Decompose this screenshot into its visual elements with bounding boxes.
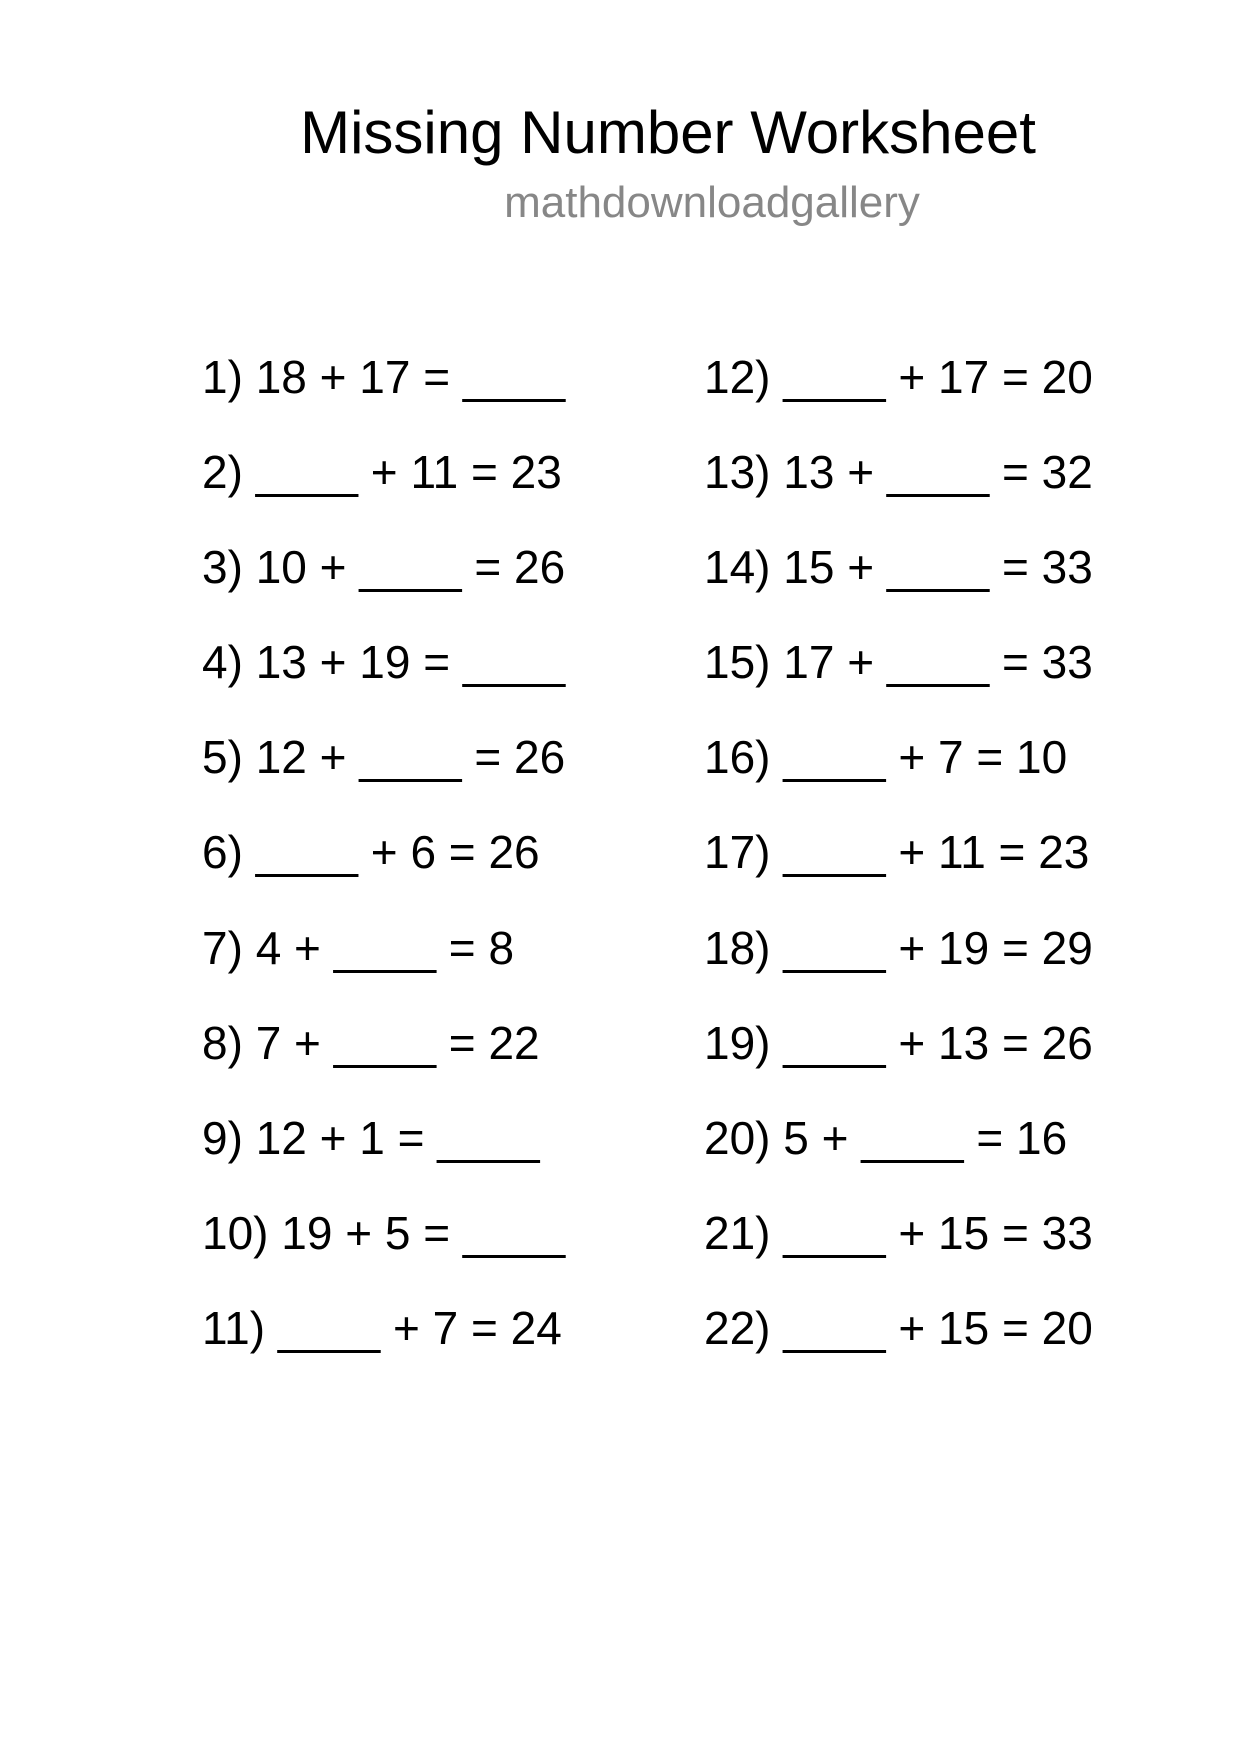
- problem-equation: 13 + 19 = ____: [255, 636, 566, 688]
- problem-equation: 5 + ____ = 16: [783, 1112, 1068, 1164]
- problem-number: 5): [202, 731, 243, 783]
- problem-item: [704, 730, 1067, 784]
- problem-item: [704, 1111, 1067, 1165]
- problem-equation: ____ + 19 = 29: [783, 922, 1093, 974]
- problem-number: 4): [202, 636, 243, 688]
- problem-number: 2): [202, 446, 243, 498]
- problem-number: 1): [202, 351, 243, 403]
- problem-number: 15): [704, 636, 771, 688]
- problem-equation: 19 + 5 = ____: [281, 1207, 566, 1259]
- problem-item: [202, 1111, 540, 1165]
- problem-number: 21): [704, 1207, 771, 1259]
- problem-number: 3): [202, 541, 243, 593]
- problem-equation: ____ + 6 = 26: [255, 826, 540, 878]
- problem-item: [202, 635, 565, 689]
- problem-item: [704, 350, 1093, 404]
- problem-number: 20): [704, 1112, 771, 1164]
- problem-item: [202, 825, 540, 879]
- problem-equation: ____ + 11 = 23: [783, 826, 1090, 878]
- worksheet-title: Missing Number Worksheet: [300, 99, 1036, 166]
- problem-item: [704, 825, 1089, 879]
- problem-item: [704, 635, 1093, 689]
- problem-item: [704, 445, 1093, 499]
- problem-equation: ____ + 17 = 20: [783, 351, 1093, 403]
- problem-item: [704, 921, 1093, 975]
- problem-equation: 17 + ____ = 33: [783, 636, 1093, 688]
- problem-equation: 12 + 1 = ____: [255, 1112, 540, 1164]
- problem-number: 8): [202, 1017, 243, 1069]
- problem-number: 9): [202, 1112, 243, 1164]
- problem-equation: 10 + ____ = 26: [255, 541, 566, 593]
- problem-number: 19): [704, 1017, 771, 1069]
- problem-number: 22): [704, 1302, 771, 1354]
- problem-item: [202, 350, 565, 404]
- problem-number: 18): [704, 922, 771, 974]
- problem-number: 12): [704, 351, 771, 403]
- problem-number: 16): [704, 731, 771, 783]
- problem-item: [704, 540, 1093, 594]
- problem-item: [704, 1016, 1093, 1070]
- problem-equation: 7 + ____ = 22: [255, 1017, 540, 1069]
- problem-equation: 4 + ____ = 8: [255, 922, 515, 974]
- problem-item: [704, 1301, 1093, 1355]
- problem-equation: 13 + ____ = 32: [783, 446, 1093, 498]
- problem-number: 17): [704, 826, 771, 878]
- problem-item: [202, 1016, 540, 1070]
- problem-item: [202, 730, 565, 784]
- problem-item: [704, 1206, 1093, 1260]
- problem-number: 11): [202, 1302, 266, 1354]
- problem-equation: ____ + 11 = 23: [255, 446, 562, 498]
- worksheet-subtitle: mathdownloadgallery: [504, 178, 920, 227]
- problem-number: 7): [202, 922, 243, 974]
- problem-equation: ____ + 13 = 26: [783, 1017, 1093, 1069]
- problem-equation: ____ + 7 = 10: [783, 731, 1068, 783]
- problem-number: 6): [202, 826, 243, 878]
- problem-equation: ____ + 15 = 20: [783, 1302, 1093, 1354]
- problem-number: 14): [704, 541, 771, 593]
- problem-equation: 15 + ____ = 33: [783, 541, 1093, 593]
- problem-equation: 18 + 17 = ____: [255, 351, 566, 403]
- problem-item: [202, 1301, 562, 1355]
- problem-number: 10): [202, 1207, 269, 1259]
- problem-equation: ____ + 15 = 33: [783, 1207, 1093, 1259]
- problem-item: [202, 445, 562, 499]
- problem-equation: ____ + 7 = 24: [277, 1302, 562, 1354]
- problem-item: [202, 540, 565, 594]
- problem-number: 13): [704, 446, 771, 498]
- problem-equation: 12 + ____ = 26: [255, 731, 566, 783]
- problem-item: [202, 921, 514, 975]
- problem-item: [202, 1206, 565, 1260]
